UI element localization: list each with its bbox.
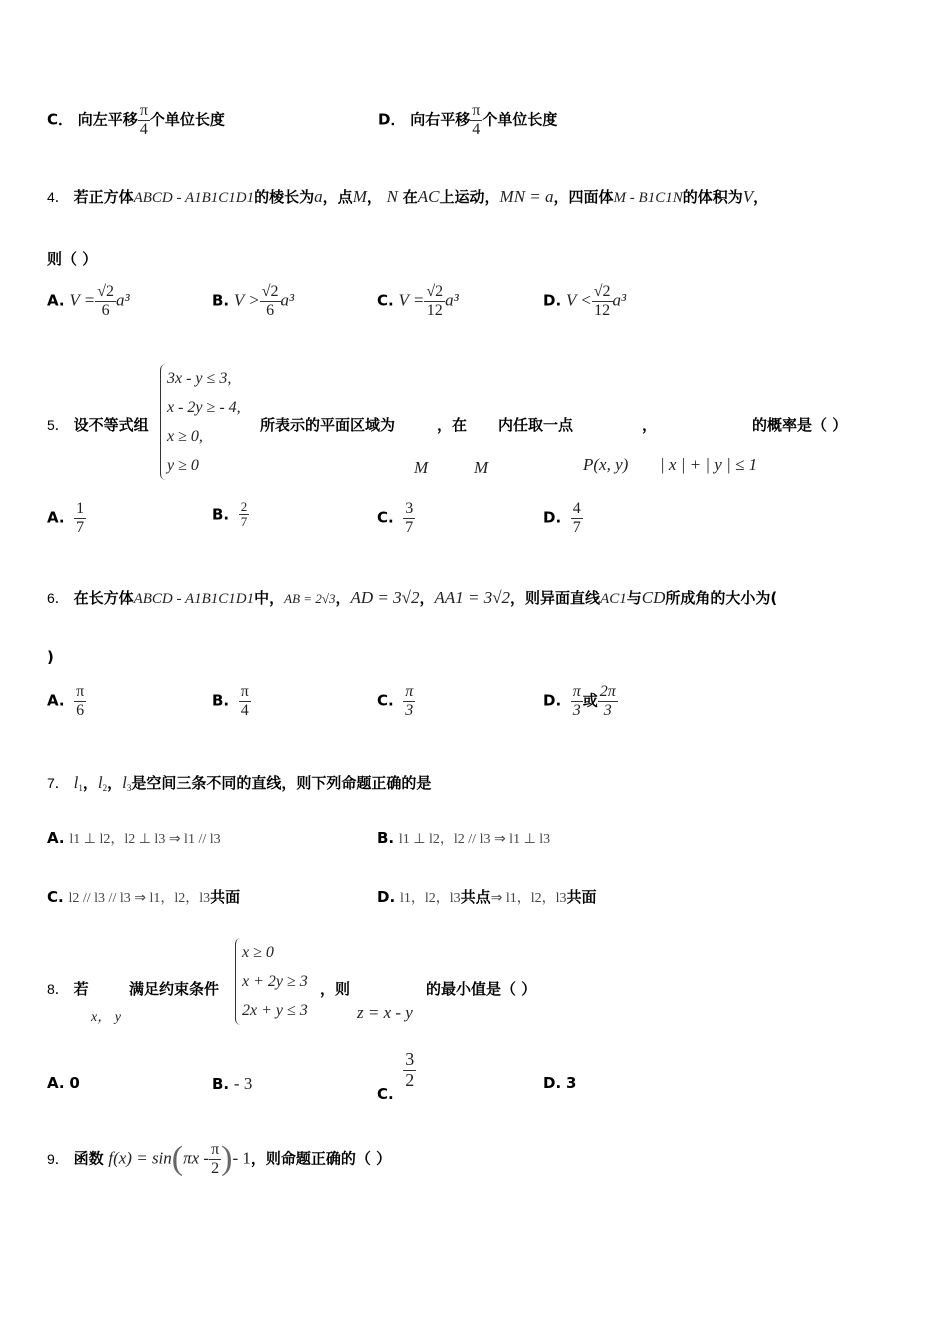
q4-option-d[interactable]: D. V < $\frac{√2}{12}$ a³ [543,283,627,319]
q5-option-a[interactable]: A. $\frac{1}{7}$ [47,500,85,536]
q9-stem: 9． 函数 f(x) = sin(πx - $\frac{\pi}{2}$ )- 1，则命题正确的（ ） [47,1140,392,1177]
q7-option-c[interactable]: C. l2 // l3 // l3 ⇒ l1，l2，l3共面 [47,888,241,906]
q7-option-a[interactable]: A. l1 ⊥ l2，l2 ⊥ l3 ⇒ l1 // l3 [47,829,221,847]
q6-stem: 6． 在长方体ABCD - A1B1C1D1中，AB = 2√3，AD = 3√2，AA1 = 3√2，则异面直线AC1与CD所成角的大小为( [47,588,778,607]
q6-option-c[interactable]: C. $\frac{\pi}{3}$ [377,683,414,719]
question-number: 5． [47,417,69,433]
q8-option-a[interactable]: A. 0 [47,1074,80,1092]
q8-option-b[interactable]: B. - 3 [212,1074,253,1093]
question-number: 7． [47,775,69,791]
q5-system: 3x - y ≤ 3, x - 2y ≥ - 4, x ≥ 0, y ≥ 0 [160,364,241,480]
q7-stem: 7． l1，l2，l3是空间三条不同的直线，则下列命题正确的是 [47,773,432,793]
q5-option-b[interactable]: B. $\frac{2}{7}$ [212,499,248,530]
q8-option-c[interactable]: C. $\frac{3}{2}$ [377,1049,415,1103]
q3-option-c[interactable]: C． 向左平移 $\frac{\pi}{4}$ 个单位长度 [47,102,225,138]
fraction: $\frac{\pi}{4}$ [139,102,148,138]
q4-option-b[interactable]: B. V > $\frac{√2}{6}$ a³ [212,283,295,319]
q6-option-d[interactable]: D. $\frac{\pi}{3}$ 或 $\frac{2\pi}{3}$ [543,683,616,719]
option-label: C． [47,110,74,129]
q5-option-d[interactable]: D. $\frac{4}{7}$ [543,500,581,536]
q7-option-b[interactable]: B. l1 ⊥ l2，l2 // l3 ⇒ l1 ⊥ l3 [377,829,551,847]
q7-option-d[interactable]: D. l1，l2，l3共点⇒ l1，l2，l3共面 [377,888,597,906]
option-label: D． [378,110,406,129]
q5-option-c[interactable]: C. $\frac{3}{7}$ [377,500,414,536]
q4-stem-cont: 则（ ） [47,250,98,268]
q8-stem-a: 8． 若 [47,980,89,998]
q8-option-d[interactable]: D. 3 [543,1074,577,1092]
q8-system: x ≥ 0 x + 2y ≥ 3 2x + y ≤ 3 [235,938,308,1025]
q6-option-a[interactable]: A. $\frac{\pi}{6}$ [47,683,85,719]
q6-option-b[interactable]: B. $\frac{\pi}{4}$ [212,683,249,719]
q4-option-a[interactable]: A. V = $\frac{√2}{6}$ a³ [47,283,130,319]
q3-option-d[interactable]: D． 向右平移 $\frac{\pi}{4}$ 个单位长度 [378,102,558,138]
q4-option-c[interactable]: C. V = $\frac{√2}{12}$ a³ [377,283,459,319]
fraction: $\frac{\pi}{4}$ [472,102,481,138]
question-number: 6． [47,590,69,606]
q5-stem-a: 5． 设不等式组 [47,416,149,434]
question-number: 9． [47,1150,69,1167]
q4-stem: 4． 若正方体ABCD - A1B1C1D1的棱长为a，点M， N 在AC上运动，MN = a，四面体M - B1C1N的体积为V， [47,187,769,206]
question-number: 8． [47,981,69,997]
question-number: 4． [47,189,69,205]
